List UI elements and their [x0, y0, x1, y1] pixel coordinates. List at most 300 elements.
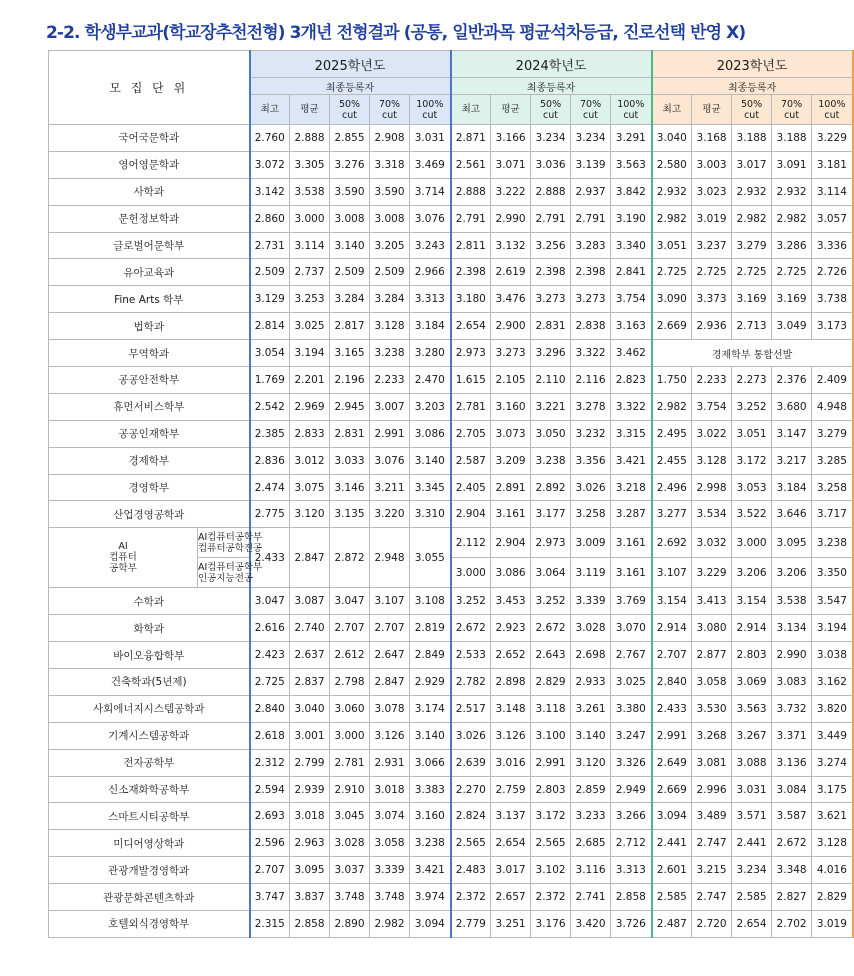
metric-header: 100% cut: [410, 95, 451, 125]
value-cell: 3.168: [692, 125, 732, 152]
value-cell: 3.120: [571, 749, 611, 776]
ai-group-label: AI 컴퓨터 공학부: [49, 528, 198, 588]
value-cell: 2.740: [290, 615, 330, 642]
value-cell: 2.963: [290, 830, 330, 857]
value-cell: 3.023: [692, 178, 732, 205]
table-row: [49, 749, 853, 776]
value-cell: 3.019: [692, 205, 732, 232]
value-cell: 2.565: [451, 830, 491, 857]
table-row: [49, 420, 853, 447]
value-cell: 2.707: [250, 857, 290, 884]
value-cell: 3.176: [531, 911, 571, 938]
value-cell: 2.652: [491, 642, 531, 669]
value-cell: 3.008: [370, 205, 410, 232]
value-cell: 2.698: [571, 642, 611, 669]
value-cell: 2.932: [732, 178, 772, 205]
value-cell: 3.022: [692, 420, 732, 447]
value-cell: 3.047: [250, 588, 290, 615]
value-cell: 2.619: [491, 259, 531, 286]
value-cell: 3.162: [812, 669, 853, 696]
value-cell: 3.184: [410, 313, 451, 340]
value-cell: 2.877: [692, 642, 732, 669]
value-cell: 2.799: [290, 749, 330, 776]
value-cell: 3.069: [732, 669, 772, 696]
table-row: [49, 830, 853, 857]
department-name: 국어국문학과: [49, 125, 250, 152]
value-cell: 2.685: [571, 830, 611, 857]
value-cell: 2.654: [732, 911, 772, 938]
value-cell: 3.315: [611, 420, 652, 447]
table-row: [49, 695, 853, 722]
value-cell: 3.051: [652, 232, 692, 259]
table-row: [49, 803, 853, 830]
value-cell: 3.026: [451, 722, 491, 749]
value-cell: 3.142: [250, 178, 290, 205]
value-cell: 3.268: [692, 722, 732, 749]
value-cell: 3.476: [491, 286, 531, 313]
value-cell: 3.421: [410, 857, 451, 884]
value-cell: 3.181: [812, 151, 853, 178]
value-cell: 3.038: [812, 642, 853, 669]
value-cell: 3.590: [370, 178, 410, 205]
table-row: [49, 776, 853, 803]
table-row: [49, 232, 853, 259]
value-cell: 2.643: [531, 642, 571, 669]
value-cell: 2.791: [451, 205, 491, 232]
value-cell: 2.888: [290, 125, 330, 152]
value-cell: 3.194: [812, 615, 853, 642]
value-cell: 2.594: [250, 776, 290, 803]
value-cell: 3.232: [571, 420, 611, 447]
value-cell: 3.273: [571, 286, 611, 313]
value-cell: 3.238: [812, 528, 853, 558]
value-cell: 2.840: [250, 695, 290, 722]
value-cell: 2.982: [772, 205, 812, 232]
value-cell: 2.811: [451, 232, 491, 259]
department-name: 신소재화학공학부: [49, 776, 250, 803]
value-cell: 3.118: [531, 695, 571, 722]
metric-header: 평균: [491, 95, 531, 125]
value-cell: 3.206: [772, 558, 812, 588]
value-cell: 3.273: [491, 340, 531, 367]
value-cell: 3.229: [812, 125, 853, 152]
value-cell: 3.842: [611, 178, 652, 205]
value-cell: 2.315: [250, 911, 290, 938]
value-cell: 3.114: [290, 232, 330, 259]
value-cell: 2.725: [772, 259, 812, 286]
value-cell: 2.423: [250, 642, 290, 669]
value-cell: 3.070: [611, 615, 652, 642]
value-cell: 2.803: [531, 776, 571, 803]
merged-note: 경제학부 통합선발: [652, 340, 853, 367]
value-cell: 3.680: [772, 393, 812, 420]
value-cell: 2.385: [250, 420, 290, 447]
metric-header: 최고: [652, 95, 692, 125]
value-cell: 2.982: [370, 911, 410, 938]
department-name: 법학과: [49, 313, 250, 340]
value-cell: 3.135: [330, 501, 370, 528]
value-cell: 3.050: [531, 420, 571, 447]
value-cell: 3.058: [692, 669, 732, 696]
value-cell: 2.991: [652, 722, 692, 749]
value-cell: 2.654: [451, 313, 491, 340]
value-cell: 3.283: [571, 232, 611, 259]
value-cell: 3.538: [772, 588, 812, 615]
value-cell: 3.001: [290, 722, 330, 749]
value-cell: 3.738: [812, 286, 853, 313]
value-cell: 3.221: [531, 393, 571, 420]
value-cell: 3.769: [611, 588, 652, 615]
value-cell: 2.847: [290, 528, 330, 588]
value-cell: 3.036: [531, 151, 571, 178]
value-cell: 3.313: [611, 857, 652, 884]
value-cell: 3.258: [812, 474, 853, 501]
table-row: [49, 286, 853, 313]
department-name: 화학과: [49, 615, 250, 642]
value-cell: 1.769: [250, 367, 290, 394]
value-cell: 3.173: [812, 313, 853, 340]
value-cell: 3.279: [812, 420, 853, 447]
value-cell: 3.161: [611, 528, 652, 558]
value-cell: 3.322: [571, 340, 611, 367]
value-cell: 3.188: [772, 125, 812, 152]
value-cell: 2.587: [451, 447, 491, 474]
value-cell: 3.094: [410, 911, 451, 938]
value-cell: 2.376: [772, 367, 812, 394]
value-cell: 2.509: [330, 259, 370, 286]
value-cell: 2.672: [531, 615, 571, 642]
value-cell: 3.091: [772, 151, 812, 178]
value-cell: 3.538: [290, 178, 330, 205]
value-cell: 3.051: [732, 420, 772, 447]
value-cell: 2.932: [652, 178, 692, 205]
value-cell: 3.291: [611, 125, 652, 152]
value-cell: 2.791: [531, 205, 571, 232]
value-cell: 3.087: [290, 588, 330, 615]
value-cell: 2.647: [370, 642, 410, 669]
value-cell: 2.669: [652, 776, 692, 803]
value-cell: 3.009: [571, 528, 611, 558]
metric-header: 70% cut: [370, 95, 410, 125]
value-cell: 3.088: [732, 749, 772, 776]
value-cell: 2.775: [250, 501, 290, 528]
department-name: 사회에너지시스템공학과: [49, 695, 250, 722]
value-cell: 3.102: [531, 857, 571, 884]
value-cell: 2.474: [250, 474, 290, 501]
value-cell: 2.495: [652, 420, 692, 447]
value-cell: 3.031: [410, 125, 451, 152]
value-cell: 3.754: [692, 393, 732, 420]
value-cell: 2.982: [732, 205, 772, 232]
value-cell: 3.274: [812, 749, 853, 776]
value-cell: 2.312: [250, 749, 290, 776]
metric-header: 50% cut: [531, 95, 571, 125]
value-cell: 2.891: [491, 474, 531, 501]
value-cell: 2.760: [250, 125, 290, 152]
value-cell: 3.421: [611, 447, 652, 474]
table-row: [49, 857, 853, 884]
value-cell: 3.974: [410, 884, 451, 911]
value-cell: 3.119: [571, 558, 611, 588]
value-cell: 2.849: [410, 642, 451, 669]
department-name: 바이오융합학부: [49, 642, 250, 669]
value-cell: 2.601: [652, 857, 692, 884]
table-row: [49, 501, 853, 528]
value-cell: 3.047: [330, 588, 370, 615]
value-cell: 3.177: [531, 501, 571, 528]
value-cell: 3.081: [692, 749, 732, 776]
department-name: 경제학부: [49, 447, 250, 474]
value-cell: 3.234: [571, 125, 611, 152]
value-cell: 2.829: [812, 884, 853, 911]
value-cell: 3.071: [491, 151, 531, 178]
value-cell: 3.220: [370, 501, 410, 528]
value-cell: 2.692: [652, 528, 692, 558]
value-cell: 3.140: [571, 722, 611, 749]
value-cell: 2.904: [451, 501, 491, 528]
table-row: [49, 151, 853, 178]
value-cell: 2.798: [330, 669, 370, 696]
value-cell: 3.080: [692, 615, 732, 642]
value-cell: 3.136: [772, 749, 812, 776]
value-cell: 3.234: [531, 125, 571, 152]
value-cell: 3.233: [571, 803, 611, 830]
value-cell: 2.470: [410, 367, 451, 394]
value-cell: 1.615: [451, 367, 491, 394]
value-cell: 3.140: [330, 232, 370, 259]
value-cell: 2.372: [531, 884, 571, 911]
value-cell: 2.726: [812, 259, 853, 286]
value-cell: 2.860: [250, 205, 290, 232]
value-cell: 3.018: [290, 803, 330, 830]
value-cell: 3.587: [772, 803, 812, 830]
value-cell: 3.137: [491, 803, 531, 830]
value-cell: 3.066: [410, 749, 451, 776]
value-cell: 2.398: [571, 259, 611, 286]
metric-header: 평균: [692, 95, 732, 125]
value-cell: 3.169: [772, 286, 812, 313]
table-row: [49, 393, 853, 420]
metric-header: 50% cut: [330, 95, 370, 125]
unit-column-header: 모 집 단 위: [49, 51, 250, 125]
value-cell: 3.007: [370, 393, 410, 420]
final-registrant-subheader: 최종등록자: [250, 78, 451, 95]
value-cell: 2.932: [772, 178, 812, 205]
value-cell: 2.233: [692, 367, 732, 394]
value-cell: 3.140: [410, 722, 451, 749]
year-header-2023: 2023학년도: [652, 51, 853, 78]
value-cell: 2.398: [531, 259, 571, 286]
value-cell: 3.055: [410, 528, 451, 588]
table-row: [49, 884, 853, 911]
value-cell: 2.892: [531, 474, 571, 501]
value-cell: 2.201: [290, 367, 330, 394]
department-name: 공공인재학부: [49, 420, 250, 447]
value-cell: 3.083: [772, 669, 812, 696]
final-registrant-subheader: 최종등록자: [451, 78, 652, 95]
value-cell: 2.991: [531, 749, 571, 776]
value-cell: 2.914: [652, 615, 692, 642]
value-cell: 2.616: [250, 615, 290, 642]
value-cell: 3.530: [692, 695, 732, 722]
value-cell: 2.939: [290, 776, 330, 803]
value-cell: 3.078: [370, 695, 410, 722]
table-row: [49, 642, 853, 669]
value-cell: 3.090: [652, 286, 692, 313]
value-cell: 3.747: [250, 884, 290, 911]
value-cell: 3.019: [812, 911, 853, 938]
value-cell: 3.075: [290, 474, 330, 501]
value-cell: 2.837: [290, 669, 330, 696]
value-cell: 2.991: [370, 420, 410, 447]
value-cell: 2.819: [410, 615, 451, 642]
value-cell: 3.837: [290, 884, 330, 911]
results-table: [48, 50, 854, 938]
table-row: [49, 447, 853, 474]
value-cell: 3.296: [531, 340, 571, 367]
value-cell: 3.222: [491, 178, 531, 205]
value-cell: 2.929: [410, 669, 451, 696]
value-cell: 2.273: [732, 367, 772, 394]
value-cell: 2.814: [250, 313, 290, 340]
value-cell: 2.496: [652, 474, 692, 501]
value-cell: 2.720: [692, 911, 732, 938]
value-cell: 3.026: [571, 474, 611, 501]
value-cell: 3.383: [410, 776, 451, 803]
value-cell: 3.285: [812, 447, 853, 474]
value-cell: 2.937: [571, 178, 611, 205]
value-cell: 3.057: [812, 205, 853, 232]
value-cell: 3.420: [571, 911, 611, 938]
value-cell: 3.180: [451, 286, 491, 313]
value-cell: 2.657: [491, 884, 531, 911]
value-cell: 2.833: [290, 420, 330, 447]
value-cell: 3.547: [812, 588, 853, 615]
value-cell: 2.898: [491, 669, 531, 696]
value-cell: 3.073: [491, 420, 531, 447]
value-cell: 3.217: [772, 447, 812, 474]
value-cell: 3.060: [330, 695, 370, 722]
value-cell: 3.033: [330, 447, 370, 474]
value-cell: 2.725: [732, 259, 772, 286]
value-cell: 2.900: [491, 313, 531, 340]
value-cell: 3.278: [571, 393, 611, 420]
value-cell: 3.339: [571, 588, 611, 615]
value-cell: 3.129: [250, 286, 290, 313]
value-cell: 3.108: [410, 588, 451, 615]
value-cell: 3.134: [772, 615, 812, 642]
value-cell: 3.211: [370, 474, 410, 501]
value-cell: 3.563: [611, 151, 652, 178]
value-cell: 3.345: [410, 474, 451, 501]
value-cell: 2.116: [571, 367, 611, 394]
value-cell: 2.969: [290, 393, 330, 420]
value-cell: 3.000: [290, 205, 330, 232]
value-cell: 2.612: [330, 642, 370, 669]
value-cell: 4.948: [812, 393, 853, 420]
value-cell: 2.639: [451, 749, 491, 776]
value-cell: 3.132: [491, 232, 531, 259]
value-cell: 3.084: [772, 776, 812, 803]
table-row: [49, 911, 853, 938]
department-name: 경영학부: [49, 474, 250, 501]
department-name: 무역학과: [49, 340, 250, 367]
value-cell: 2.705: [451, 420, 491, 447]
value-cell: 3.339: [370, 857, 410, 884]
table-row: [49, 340, 853, 367]
value-cell: 2.982: [652, 205, 692, 232]
ai-sub-department: AI컴퓨터공학부 컴퓨터공학전공: [198, 528, 250, 558]
value-cell: 3.253: [290, 286, 330, 313]
metric-header: 50% cut: [732, 95, 772, 125]
value-cell: 2.731: [250, 232, 290, 259]
value-cell: 3.276: [330, 151, 370, 178]
value-cell: 3.356: [571, 447, 611, 474]
value-cell: 3.243: [410, 232, 451, 259]
value-cell: 2.725: [250, 669, 290, 696]
value-cell: 3.340: [611, 232, 652, 259]
value-cell: 3.003: [692, 151, 732, 178]
final-registrant-subheader: 최종등록자: [652, 78, 853, 95]
table-body: [49, 125, 853, 938]
value-cell: 3.247: [611, 722, 652, 749]
value-cell: 3.462: [611, 340, 652, 367]
table-row: [49, 588, 853, 615]
value-cell: 3.076: [370, 447, 410, 474]
department-name: 산업경영공학과: [49, 501, 250, 528]
table-row: [49, 669, 853, 696]
value-cell: 2.693: [250, 803, 290, 830]
value-cell: 2.618: [250, 722, 290, 749]
value-cell: 3.053: [732, 474, 772, 501]
value-cell: 2.637: [290, 642, 330, 669]
value-cell: 3.453: [491, 588, 531, 615]
value-cell: 2.233: [370, 367, 410, 394]
value-cell: 2.824: [451, 803, 491, 830]
value-cell: 2.747: [692, 884, 732, 911]
value-cell: 3.028: [571, 615, 611, 642]
value-cell: 3.206: [732, 558, 772, 588]
value-cell: 3.534: [692, 501, 732, 528]
value-cell: 3.086: [410, 420, 451, 447]
value-cell: 2.888: [531, 178, 571, 205]
value-cell: 3.336: [812, 232, 853, 259]
value-cell: 3.266: [611, 803, 652, 830]
value-cell: 3.139: [571, 151, 611, 178]
value-cell: 3.449: [812, 722, 853, 749]
table-row: [49, 615, 853, 642]
value-cell: 2.270: [451, 776, 491, 803]
value-cell: 3.184: [772, 474, 812, 501]
value-cell: 2.847: [370, 669, 410, 696]
value-cell: 3.313: [410, 286, 451, 313]
value-cell: 3.147: [772, 420, 812, 447]
value-cell: 3.032: [692, 528, 732, 558]
table-row: [49, 313, 853, 340]
value-cell: 3.072: [250, 151, 290, 178]
value-cell: 3.160: [491, 393, 531, 420]
table-row: [49, 178, 853, 205]
value-cell: 2.585: [732, 884, 772, 911]
value-cell: 3.018: [370, 776, 410, 803]
value-cell: 3.251: [491, 911, 531, 938]
value-cell: 3.621: [812, 803, 853, 830]
value-cell: 3.154: [732, 588, 772, 615]
value-cell: 2.713: [732, 313, 772, 340]
value-cell: 3.148: [491, 695, 531, 722]
value-cell: 3.489: [692, 803, 732, 830]
value-cell: 3.163: [611, 313, 652, 340]
